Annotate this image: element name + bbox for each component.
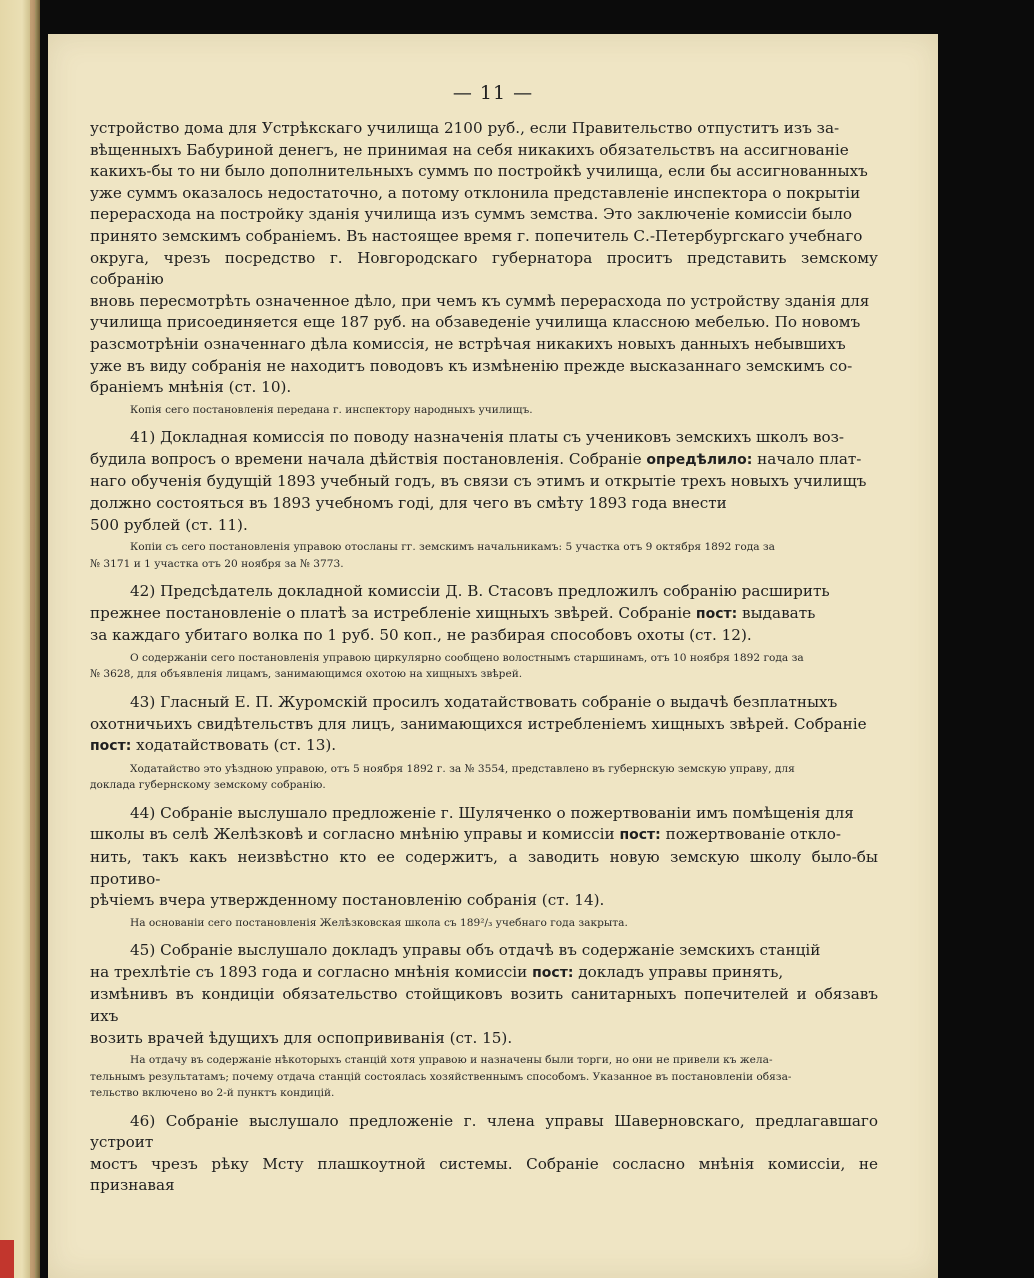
text-line: нить, такъ какъ неизвѣстно кто ее содержитъ, а заводить новую земскую школу было-бы противо- bbox=[90, 847, 878, 888]
paragraph-44 bbox=[90, 803, 878, 912]
page-number: — 11 — bbox=[452, 82, 534, 104]
note-line: № 3171 и 1 участка отъ 20 ноября за № 3773. bbox=[90, 557, 344, 570]
text-line: 44) Собраніе выслушало предложеніе г. Шуляченко о пожертвованіи имъ помѣщенія для bbox=[130, 803, 854, 822]
text-line: 500 рублей (ст. 11). bbox=[90, 515, 248, 534]
note-line: тельство включено во 2-й пунктъ кондицій. bbox=[90, 1087, 335, 1100]
note-line: доклада губернскому земскому собранію. bbox=[90, 779, 326, 792]
note-line: На отдачу въ содержаніе нѣкоторыхъ станцій хотя управою и назначены были торги, но они не привели къ жела- bbox=[130, 1054, 773, 1067]
note-44: На основаніи сего постановленія Желѣзковская школа съ 189²/₃ учебнаго года закрыта. bbox=[130, 916, 628, 929]
resolution-keyword: опредѣлило: bbox=[646, 451, 753, 468]
text-span: прежнее постановленіе о платѣ за истребленіе хищныхъ звѣрей. Собраніе bbox=[90, 603, 696, 622]
text-line: 43) Гласный Е. П. Журомскій просилъ ходатайствовать собраніе о выдачѣ безплатныхъ bbox=[130, 692, 838, 711]
page-content bbox=[90, 118, 878, 1197]
note-line: Копіи съ сего постановленія управою отосланы гг. земскимъ начальникамъ: 5 участка отъ 9 октября 1892 года за bbox=[130, 541, 775, 554]
text-line: округа, чрезъ посредство г. Новгородскаго губернатора проситъ представить земскому собранію bbox=[90, 248, 878, 289]
text-span: будила вопросъ о времени начала дѣйствія постановленія. Собраніе bbox=[90, 449, 647, 468]
document-page bbox=[48, 34, 938, 1278]
text-line: браніемъ мнѣнія (ст. 10). bbox=[90, 378, 292, 397]
text-span: докладъ управы принять, bbox=[573, 962, 784, 981]
text-line: училища присоединяется еще 187 руб. на обзаведеніе училища классною мебелью. По новомъ bbox=[90, 313, 861, 332]
note-line: О содержаніи сего постановленія управою циркулярно сообщено волостнымъ старшинамъ, отъ 10 ноября 1892 года за bbox=[130, 651, 804, 664]
paragraph-continuation bbox=[90, 118, 878, 399]
text-line: возить врачей ѣдущихъ для оспопрививанія (ст. 15). bbox=[90, 1028, 513, 1047]
note-line: Ходатайство это уѣздною управою, отъ 5 ноября 1892 г. за № 3554, представлено въ губернскую земскую управу, для bbox=[130, 762, 795, 775]
paragraph-42 bbox=[90, 581, 878, 647]
note-45 bbox=[90, 1052, 878, 1102]
text-line: перерасхода на постройку зданія училища изъ суммъ земства. Это заключеніе комиссіи было bbox=[90, 205, 853, 224]
text-span: на трехлѣтіе съ 1893 года и согласно мнѣнія комиссіи bbox=[90, 962, 533, 981]
note-43 bbox=[90, 761, 878, 794]
text-span: пожертвованіе откло- bbox=[660, 825, 841, 844]
text-line bbox=[90, 449, 878, 472]
resolution-keyword: пост: bbox=[619, 827, 661, 844]
adjacent-page-edge bbox=[0, 0, 40, 1278]
red-marker bbox=[0, 1240, 14, 1278]
text-line: наго обученія будущій 1893 учебный годъ, въ связи съ этимъ и открытіе трехъ новыхъ училищъ bbox=[90, 472, 867, 491]
text-line: охотничьихъ свидѣтельствъ для лицъ, занимающихся истребленіемъ хищныхъ звѣрей. Собраніе bbox=[90, 714, 867, 733]
text-line: уже суммъ оказалось недостаточно, а потому отклонила представленіе инспектора о покрытіи bbox=[90, 183, 861, 202]
text-line: 42) Предсѣдатель докладной комиссіи Д. В. Стасовъ предложилъ собранію расширить bbox=[130, 582, 830, 601]
text-line bbox=[90, 824, 878, 847]
note-10: Копія сего постановленія передана г. инспектору народныхъ училищъ. bbox=[130, 403, 533, 416]
note-line: тельнымъ результатамъ; почему отдача станцій состоялась хозяйственнымъ способомъ. Указанное въ постановленіи обяза- bbox=[90, 1070, 792, 1083]
resolution-keyword: пост: bbox=[90, 738, 132, 755]
text-line: 45) Собраніе выслушало докладъ управы объ отдачѣ въ содержаніе земскихъ станцій bbox=[130, 941, 821, 960]
page-fold bbox=[30, 0, 35, 1278]
paragraph-41 bbox=[90, 427, 878, 536]
text-span: начало плат- bbox=[752, 449, 862, 468]
text-line: уже въ виду собранія не находитъ поводовъ къ измѣненію прежде высказаннаго земскимъ со- bbox=[90, 356, 853, 375]
note-42 bbox=[90, 650, 878, 683]
text-line: измѣнивъ въ кондиціи обязательство стойщиковъ возить санитарныхъ попечителей и обязавъ ихъ bbox=[90, 985, 878, 1025]
text-line: за каждаго убитаго волка по 1 руб. 50 коп., не разбирая способовъ охоты (ст. 12). bbox=[90, 626, 752, 645]
resolution-keyword: пост: bbox=[695, 605, 738, 622]
note-line: № 3628, для объявленія лицамъ, занимающимся охотою на хищныхъ звѣрей. bbox=[90, 668, 523, 681]
text-line: 46) Собраніе выслушало предложеніе г. члена управы Шаверновскаго, предлагавшаго устроит bbox=[90, 1111, 878, 1152]
text-line: какихъ-бы то ни было дополнительныхъ суммъ по постройкѣ училища, если бы ассигнованныхъ bbox=[90, 162, 868, 181]
text-line: должно состояться въ 1893 учебномъ годі, для чего въ смѣту 1893 года внести bbox=[90, 494, 727, 512]
note-41 bbox=[90, 539, 878, 572]
paragraph-46 bbox=[90, 1111, 878, 1197]
text-line: разсмотрѣніи означеннаго дѣла комиссія, не встрѣчая никакихъ новыхъ данныхъ небывшихъ bbox=[90, 334, 846, 353]
text-span: ходатайствовать (ст. 13). bbox=[131, 736, 337, 755]
text-line bbox=[90, 962, 878, 985]
resolution-keyword: пост: bbox=[532, 964, 574, 981]
text-line: рѣчіемъ вчера утвержденному постановленію собранія (ст. 14). bbox=[90, 891, 605, 910]
text-span: выдавать bbox=[737, 603, 816, 622]
paragraph-45 bbox=[90, 940, 878, 1049]
text-line: мостъ чрезъ рѣку Мсту плашкоутной системы. Собраніе сосласно мнѣнія комиссіи, не признавая bbox=[90, 1154, 878, 1195]
text-line: вновь пересмотрѣть означенное дѣло, при чемъ къ суммѣ перерасхода по устройству зданія для bbox=[90, 291, 870, 310]
text-line: вѣщенныхъ Бабуриной денегъ, не принимая на себя никакихъ обязательствъ на ассигнованіе bbox=[90, 140, 849, 159]
text-line: устройство дома для Устрѣкскаго училища 2100 руб., если Правительство отпуститъ изъ за- bbox=[90, 119, 840, 137]
text-line: принято земскимъ собраніемъ. Въ настоящее время г. попечитель С.-Петербургскаго учебнаго bbox=[90, 226, 863, 245]
text-span: школы въ селѣ Желѣзковѣ и согласно мнѣнію управы и комиссіи bbox=[90, 825, 620, 844]
paragraph-43 bbox=[90, 692, 878, 758]
text-line bbox=[90, 603, 878, 626]
text-line bbox=[90, 735, 878, 758]
text-line: 41) Докладная комиссія по поводу назначенія платы съ учениковъ земскихъ школъ воз- bbox=[130, 428, 845, 447]
